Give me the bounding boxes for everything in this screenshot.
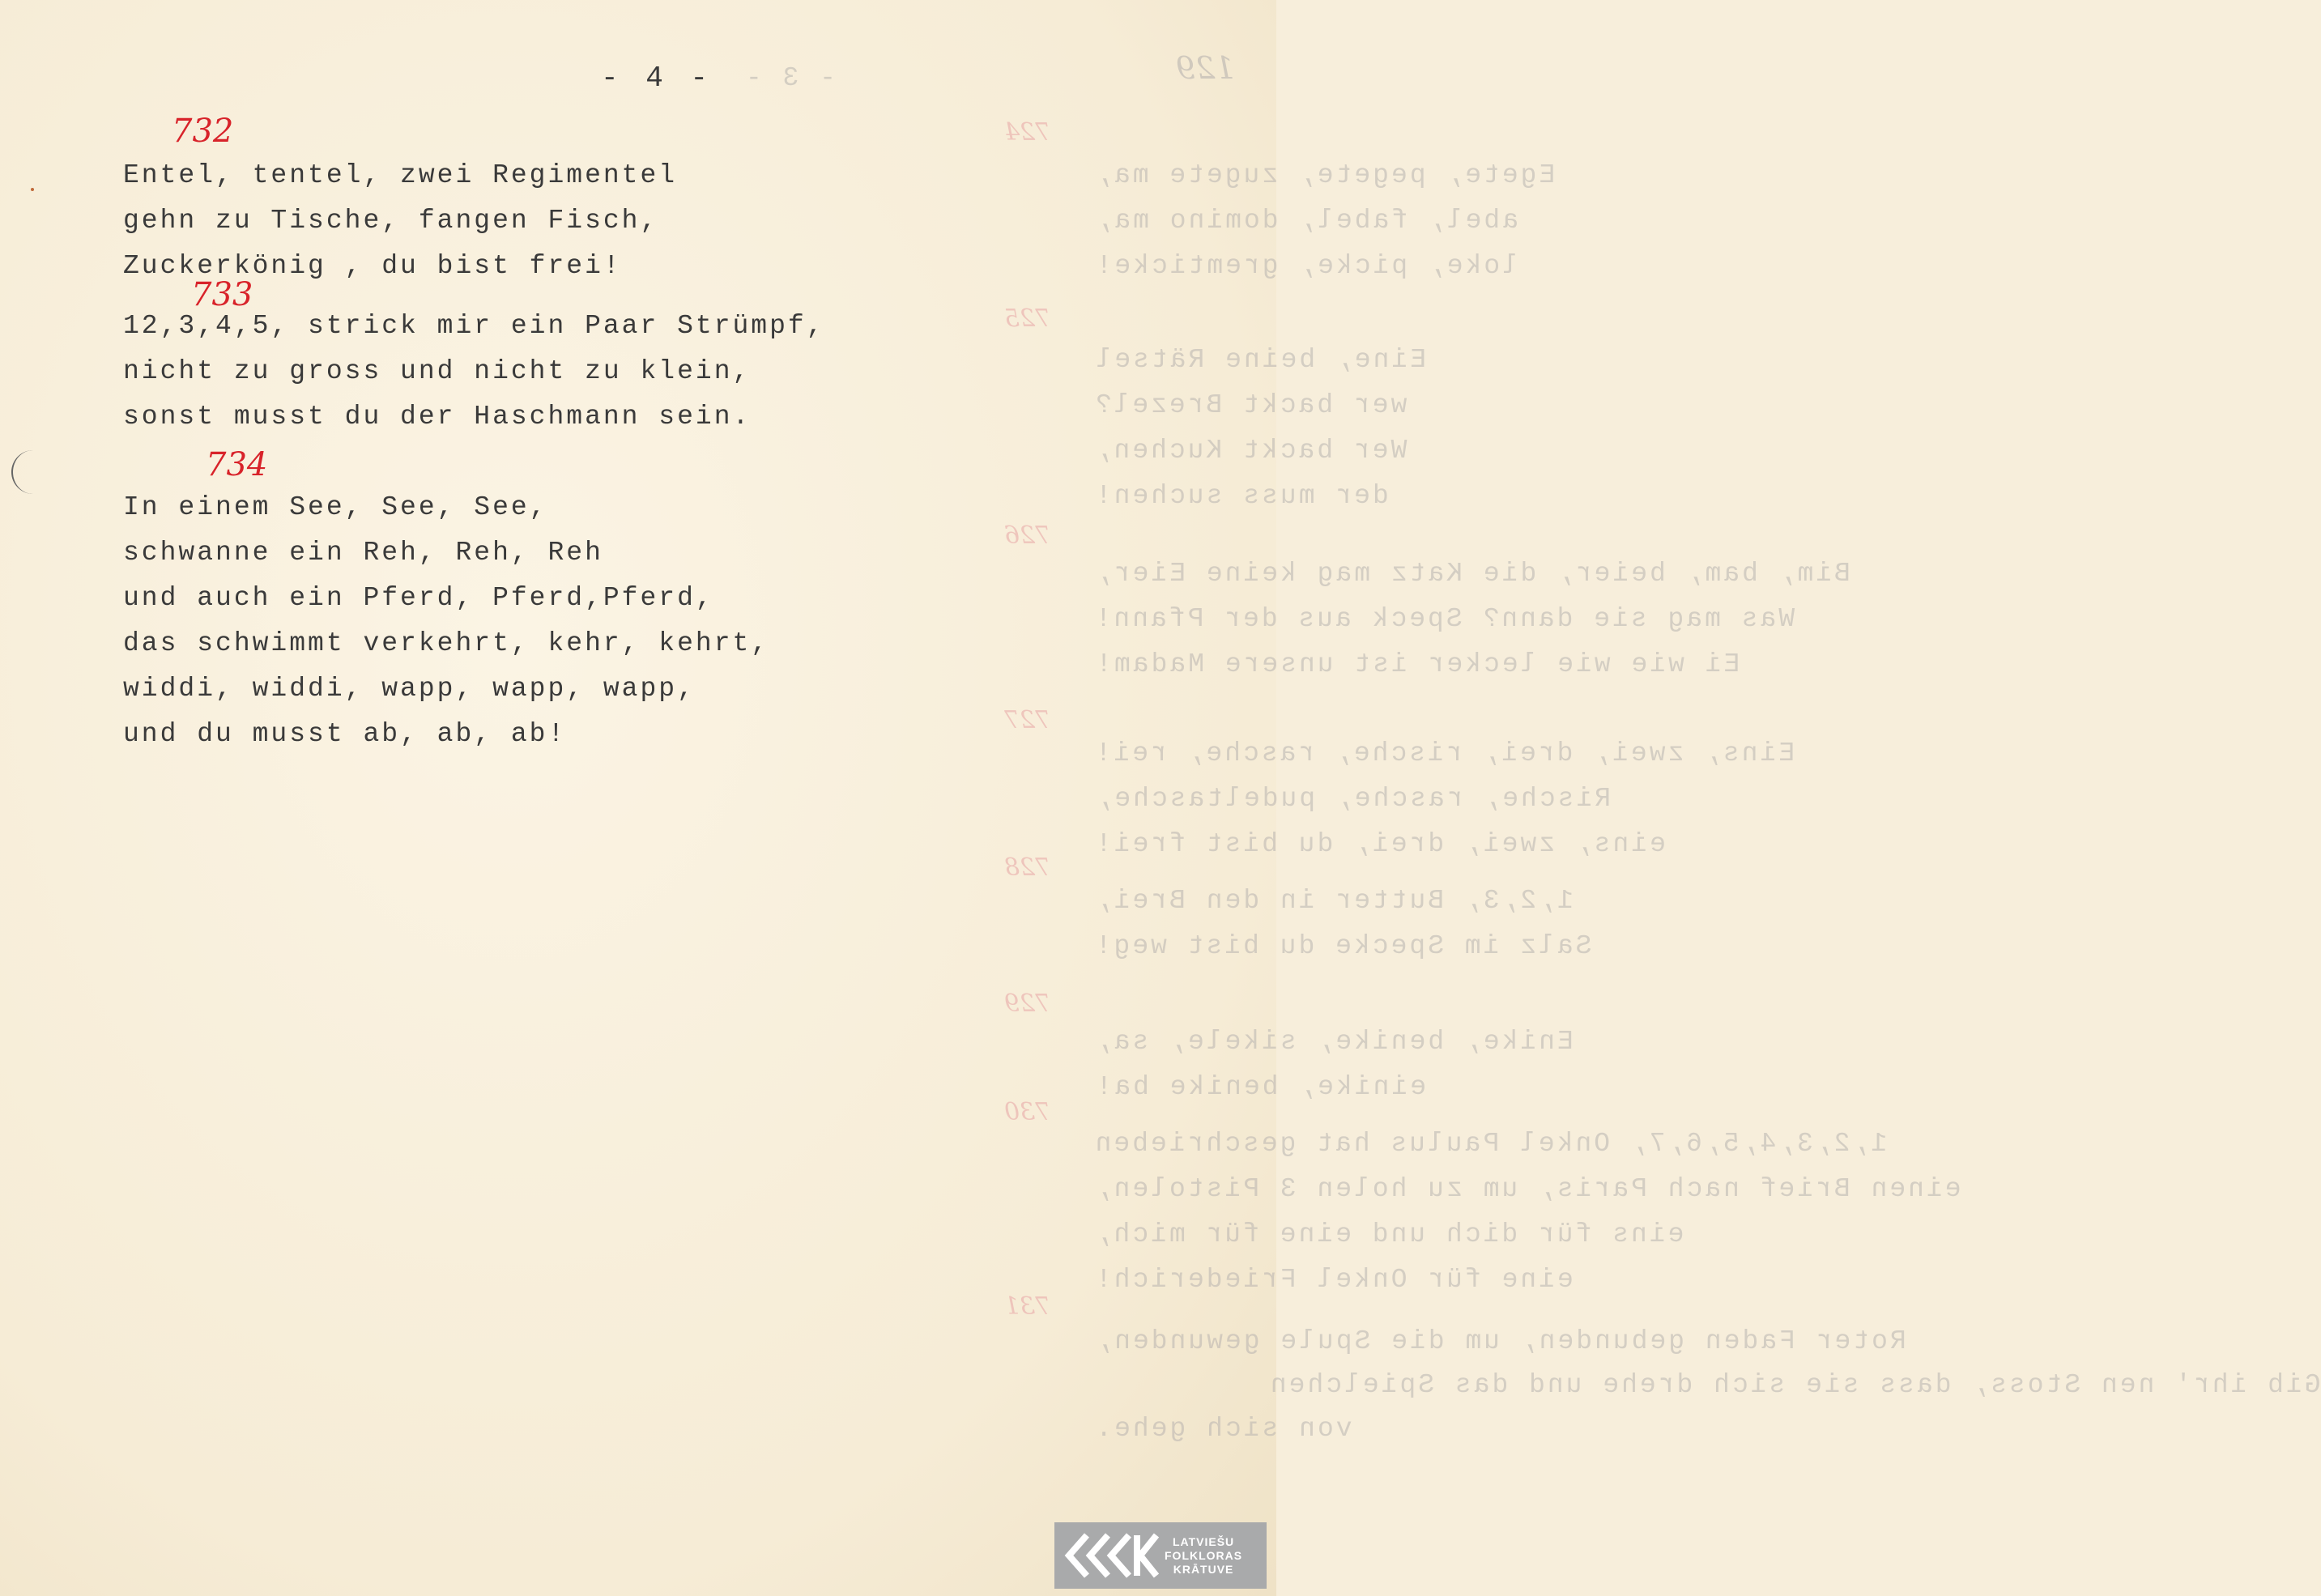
- ghost-line: von sich gehe.: [1093, 1414, 1352, 1444]
- poem-line: Entel, tentel, zwei Regimentel: [123, 160, 678, 190]
- poem-line: das schwimmt verkehrt, kehr, kehrt,: [123, 628, 770, 658]
- ghost-line: Roter Faden gebunden, um die Spule gewunden,: [1093, 1326, 1906, 1356]
- ghost-line: der muss suchen!: [1093, 481, 1389, 511]
- ghost-line: loke, picke, gremticke!: [1093, 251, 1518, 281]
- paper-speck: [31, 188, 34, 191]
- ghost-poem-number: 726: [1004, 521, 1051, 550]
- ghost-line: 1,2,3,4,5,6,7, Onkel Paulus hat geschrieben: [1093, 1129, 1888, 1159]
- ghost-line: Bim, bam, beier, die Katz mag keine Eier,: [1093, 559, 1850, 589]
- ghost-line: eins für dich und eine für mich,: [1093, 1219, 1684, 1249]
- ghost-line: eine für Onkel Friederich!: [1093, 1265, 1574, 1295]
- ghost-poem-number: 729: [1004, 990, 1051, 1018]
- ghost-poem-number: 724: [1004, 118, 1051, 147]
- logo-line: FOLKLORAS: [1165, 1548, 1243, 1562]
- poem-line: sonst musst du der Haschmann sein.: [123, 402, 752, 432]
- ghost-poem-number: 728: [1004, 853, 1051, 882]
- ghost-line: Rische, rasche, pudeltasche,: [1093, 784, 1611, 814]
- ghost-line: Ei wie wie lecker ist unsere Madam!: [1093, 649, 1740, 679]
- ghost-line: Wer backt Kuchen,: [1093, 436, 1408, 466]
- poem-line: schwanne ein Reh, Reh, Reh: [123, 538, 603, 568]
- archive-number: 129: [1176, 50, 1235, 86]
- ghost-line: Eine, beine Rätsel: [1093, 345, 1426, 375]
- ghost-line: Eins, zwei, drei, rische, rasche, rei!: [1093, 738, 1795, 768]
- ghost-poem-number: 725: [1004, 304, 1051, 333]
- ghost-line: Gib ihr' nen Stoss, dass sie sich drehe und das Spielchen: [1268, 1370, 2321, 1400]
- poem-number: 734: [206, 446, 268, 483]
- poem-line: und auch ein Pferd, Pferd,Pferd,: [123, 583, 714, 613]
- ghost-poem-number: 731: [1004, 1292, 1051, 1321]
- ghost-poem-number: 727: [1004, 706, 1051, 734]
- poem-line: und du musst ab, ab, ab!: [123, 719, 567, 749]
- poem-line: Zuckerkönig , du bist frei!: [123, 251, 622, 281]
- poem-line: gehn zu Tische, fangen Fisch,: [123, 206, 659, 236]
- logo-line: LATVIEŠU: [1172, 1534, 1235, 1548]
- logo-text: [1165, 1535, 1242, 1577]
- ghost-line: Salz im Specke du bist weg!: [1093, 931, 1592, 961]
- ghost-poem-number: 730: [1004, 1098, 1051, 1126]
- poem-number: 732: [172, 113, 234, 150]
- poem-line: 12,3,4,5, strick mir ein Paar Strümpf,: [123, 311, 825, 341]
- poem-line: nicht zu gross und nicht zu klein,: [123, 356, 752, 386]
- lfk-logo-icon: [1063, 1530, 1160, 1581]
- ghost-line: einen Brief nach Paris, um zu holen 3 Pistolen,: [1093, 1174, 1961, 1204]
- poem-line: widdi, widdi, wapp, wapp, wapp,: [123, 674, 696, 704]
- ghost-line: Egete, pegete, zugete ma,: [1093, 160, 1556, 190]
- ghost-line: Was mag sie dann? Speck aus der Pfann!: [1093, 604, 1795, 634]
- page-number: - 4 -: [601, 62, 713, 95]
- ghost-line: einike, benike ba!: [1093, 1072, 1426, 1102]
- logo-line: KRĀTUVE: [1173, 1562, 1234, 1576]
- ghost-page-number: - 3 -: [743, 63, 837, 93]
- ghost-line: eins, zwei, drei, du bist frei!: [1093, 829, 1666, 859]
- ghost-line: wer backt Brezel?: [1093, 390, 1408, 420]
- ghost-line: abel, fabel, domino ma,: [1093, 206, 1518, 236]
- ghost-line: Enike, benike, sikele, sa,: [1093, 1027, 1574, 1057]
- poem-line: In einem See, See, See,: [123, 492, 548, 522]
- poem-number: 733: [191, 276, 253, 313]
- archive-logo: [1054, 1522, 1267, 1589]
- ghost-line: 1,2,3, Butter in den Brei,: [1093, 886, 1574, 916]
